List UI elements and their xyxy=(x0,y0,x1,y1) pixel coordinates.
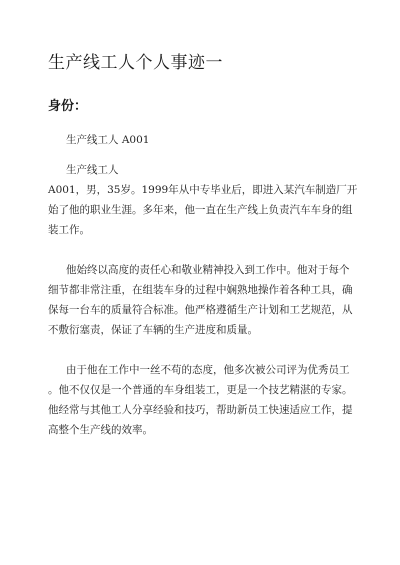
paragraph-line: 由于他在工作中一丝不苟的态度，他多次被公司评为优秀员工 xyxy=(66,364,350,376)
paragraph-line: 保每一台车的质量符合标准。他严格遵循生产计划和工艺规范，从 xyxy=(48,304,353,316)
paragraph-line: 他经常与其他工人分享经验和技巧，帮助新员工快速适应工作，提 xyxy=(48,404,353,416)
paragraph-line: A001，男，35岁。1999年从中专毕业后，即进入某汽车制造厂开 xyxy=(48,184,358,196)
paragraph-line: 。他不仅仅是一个普通的车身组装工，更是一个技艺精湛的专家。 xyxy=(48,384,353,396)
paragraph-line: 始了他的职业生涯。多年来，他一直在生产线上负责汽车车身的组 xyxy=(48,204,353,216)
paragraph-line: 高整个生产线的效率。 xyxy=(48,424,153,436)
identity-line: 生产线工人 A001 xyxy=(66,134,150,146)
document-title: 生产线工人个人事迹一 xyxy=(48,53,223,73)
role-line: 生产线工人 xyxy=(66,164,119,176)
paragraph-line: 装工作。 xyxy=(48,224,90,236)
paragraph-line: 他始终以高度的责任心和敬业精神投入到工作中。他对于每个 xyxy=(66,264,350,276)
section-heading-identity: 身份： xyxy=(48,99,88,114)
paragraph-line: 不敷衍塞责，保证了车辆的生产进度和质量。 xyxy=(48,324,258,336)
paragraph-line: 细节都非常注重，在组装车身的过程中娴熟地操作着各种工具，确 xyxy=(48,284,353,296)
